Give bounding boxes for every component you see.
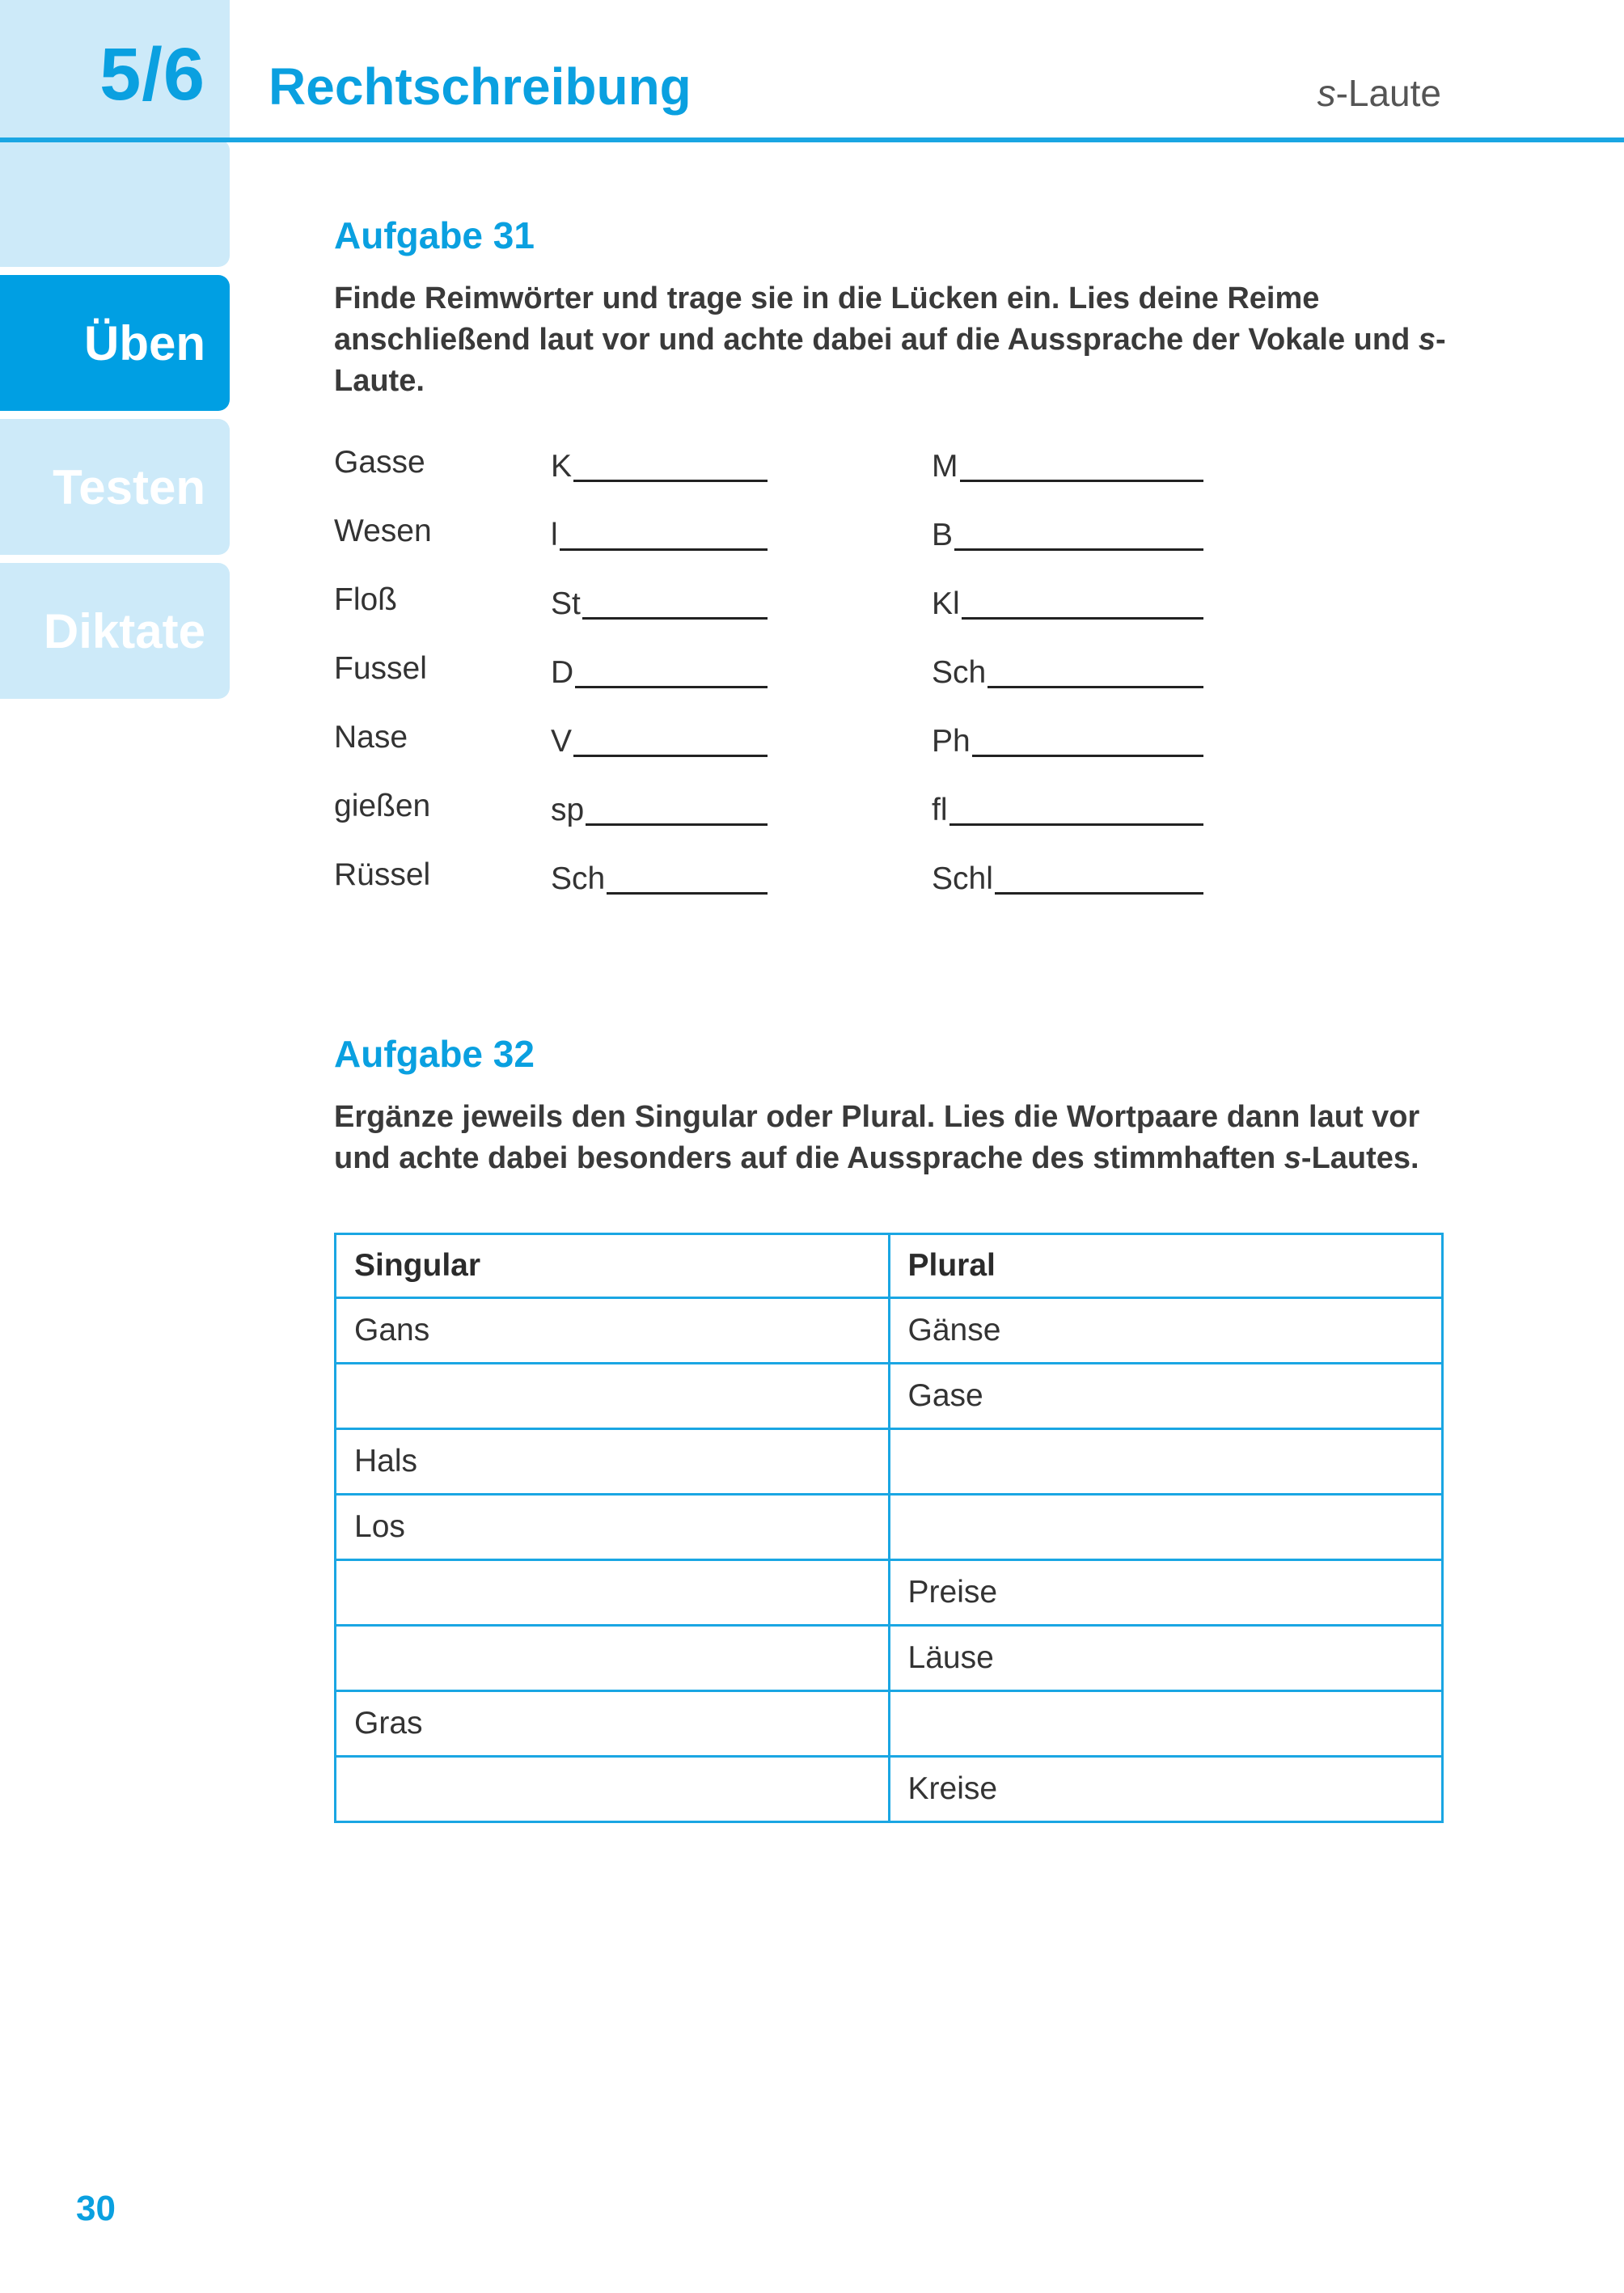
rhyme-prefix: V xyxy=(551,724,573,759)
tab-testen-label: Testen xyxy=(53,459,205,514)
rhyme-blank[interactable] xyxy=(551,781,768,826)
plural-cell[interactable]: Gase xyxy=(889,1364,1443,1429)
topic-italic: s xyxy=(1317,72,1336,114)
task32-instruction xyxy=(334,1097,1450,1179)
task31-instruction-main: Finde Reimwörter und trage sie in die Lücken ein. Lies deine Reime anschließend laut vor und achte dabei auf die Aussprache der Vokale und xyxy=(334,281,1419,357)
grade-box xyxy=(0,0,230,139)
rhyme-blank[interactable] xyxy=(932,506,1203,551)
answer-line xyxy=(962,617,1203,620)
rhyme-prefix: Ph xyxy=(932,724,971,759)
header-divider xyxy=(0,137,1624,142)
plural-cell[interactable]: Kreise xyxy=(889,1757,1443,1822)
rhyme-row xyxy=(334,643,1224,692)
rhyme-blank[interactable] xyxy=(932,781,1203,826)
rhyme-prefix: Schl xyxy=(932,861,993,896)
plural-cell[interactable]: Läuse xyxy=(889,1626,1443,1691)
rhyme-prefix: sp xyxy=(551,793,585,827)
rhyme-word: Wesen xyxy=(334,514,432,548)
answer-line xyxy=(582,617,768,620)
table-row xyxy=(336,1626,1443,1691)
answer-line xyxy=(988,686,1203,688)
rhyme-prefix: D xyxy=(551,655,574,690)
table-row xyxy=(336,1691,1443,1757)
plural-cell[interactable] xyxy=(889,1691,1443,1757)
singular-cell[interactable] xyxy=(336,1757,890,1822)
task32-title: Aufgabe 32 xyxy=(334,1033,535,1075)
rhyme-prefix: l xyxy=(551,518,558,552)
rhyme-word: Floß xyxy=(334,582,397,617)
rhyme-prefix: K xyxy=(551,449,573,484)
table-row xyxy=(336,1364,1443,1429)
tab-ueben-label: Üben xyxy=(84,315,205,370)
plural-cell[interactable] xyxy=(889,1495,1443,1560)
rhyme-word: Rüssel xyxy=(334,857,431,892)
rhyme-blank[interactable] xyxy=(932,574,1203,620)
rhyme-prefix: fl xyxy=(932,793,948,827)
rhyme-blank[interactable] xyxy=(551,849,768,895)
rhyme-blank[interactable] xyxy=(932,712,1203,757)
rhyme-row xyxy=(334,437,1224,485)
answer-line xyxy=(575,686,768,688)
tab-diktate[interactable] xyxy=(0,563,230,699)
answer-line xyxy=(573,480,768,482)
tab-ueben[interactable] xyxy=(0,275,230,411)
answer-line xyxy=(949,823,1204,826)
grade-label: 5/6 xyxy=(99,33,205,116)
plural-cell[interactable]: Preise xyxy=(889,1560,1443,1626)
rhyme-word: Gasse xyxy=(334,445,425,480)
rhyme-blank[interactable] xyxy=(551,643,768,688)
rhyme-prefix: St xyxy=(551,586,581,621)
rhyme-row xyxy=(334,781,1224,829)
singular-cell[interactable]: Hals xyxy=(336,1429,890,1495)
singular-cell[interactable] xyxy=(336,1626,890,1691)
rhyme-blank[interactable] xyxy=(932,643,1203,688)
page-number: 30 xyxy=(76,2189,116,2228)
tab-diktate-label: Diktate xyxy=(43,603,205,658)
singular-cell[interactable] xyxy=(336,1364,890,1429)
table-row xyxy=(336,1429,1443,1495)
table-row xyxy=(336,1560,1443,1626)
task31-instruction-end: -Laute. xyxy=(334,323,1446,398)
rhyme-row xyxy=(334,849,1224,898)
task31-title: Aufgabe 31 xyxy=(334,214,535,256)
answer-line xyxy=(954,548,1203,551)
plural-cell[interactable]: Gänse xyxy=(889,1298,1443,1364)
tab-testen[interactable] xyxy=(0,419,230,555)
rhyme-blank[interactable] xyxy=(551,506,768,551)
header-plural: Plural xyxy=(889,1234,1443,1298)
task32-instruction-italic: s xyxy=(1284,1141,1301,1175)
answer-line xyxy=(960,480,1204,482)
rhyme-row xyxy=(334,574,1224,623)
rhyme-blank[interactable] xyxy=(932,849,1203,895)
singular-cell[interactable]: Los xyxy=(336,1495,890,1560)
rhyme-blank[interactable] xyxy=(551,437,768,482)
table-header-row xyxy=(336,1234,1443,1298)
plural-cell[interactable] xyxy=(889,1429,1443,1495)
header-singular: Singular xyxy=(336,1234,890,1298)
answer-line xyxy=(573,755,768,757)
answer-line xyxy=(586,823,768,826)
answer-line xyxy=(972,755,1203,757)
rhyme-prefix: Sch xyxy=(551,861,606,896)
task32-instruction-end: -Lautes. xyxy=(1300,1141,1419,1175)
rhyme-row xyxy=(334,712,1224,760)
rhyme-prefix: Kl xyxy=(932,586,960,621)
answer-line xyxy=(607,892,768,895)
table-row xyxy=(336,1298,1443,1364)
table-row xyxy=(336,1757,1443,1822)
topic-rest: -Laute xyxy=(1335,72,1441,114)
rhyme-blank[interactable] xyxy=(932,437,1203,482)
rhyme-prefix: Sch xyxy=(932,655,987,690)
singular-cell[interactable]: Gras xyxy=(336,1691,890,1757)
rhyme-word: Fussel xyxy=(334,651,427,686)
topic-label xyxy=(1317,71,1441,115)
rhyme-blank[interactable] xyxy=(551,574,768,620)
rhyme-prefix: M xyxy=(932,449,958,484)
page-title: Rechtschreibung xyxy=(269,57,691,116)
singular-plural-table xyxy=(334,1233,1444,1823)
rhyme-row xyxy=(334,506,1224,554)
answer-line xyxy=(560,548,768,551)
rhyme-prefix: B xyxy=(932,518,954,552)
rhyme-word: Nase xyxy=(334,720,408,755)
task32-instruction-main: Ergänze jeweils den Singular oder Plural. Lies die Wortpaare dann laut vor und achte dabei besonders auf die Aussprache des stimmhaften xyxy=(334,1100,1420,1175)
sidebar-blank-tab xyxy=(0,139,230,267)
task31-instruction-italic: s xyxy=(1418,323,1436,357)
task31-instruction xyxy=(334,278,1450,402)
singular-cell[interactable]: Gans xyxy=(336,1298,890,1364)
rhyme-blank[interactable] xyxy=(551,712,768,757)
singular-cell[interactable] xyxy=(336,1560,890,1626)
answer-line xyxy=(995,892,1203,895)
rhyme-word: gießen xyxy=(334,789,431,823)
table-row xyxy=(336,1495,1443,1560)
